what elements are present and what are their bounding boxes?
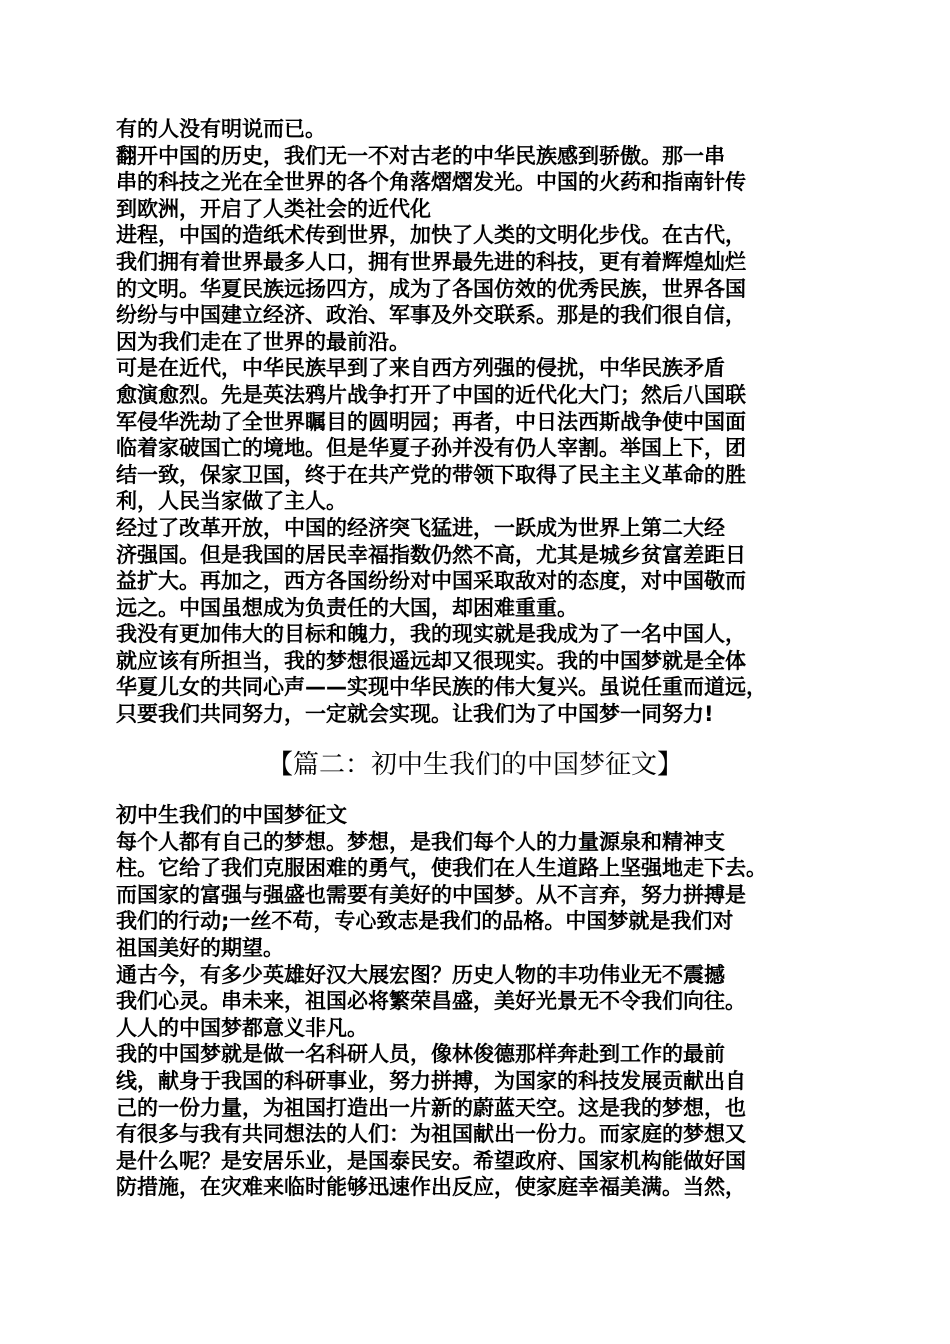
text-line: 纷纷与中国建立经济、政治、军事及外交联系。那是的我们很自信， — [116, 303, 746, 328]
text-line: 我们的行动;一丝不苟，专心致志是我们的品格。中国梦就是我们对 — [116, 909, 734, 934]
text-line: 利，人民当家做了主人。 — [116, 489, 347, 514]
text-line: 我们心灵。串未来，祖国必将繁荣昌盛，美好光景无不令我们向往。 — [116, 989, 746, 1014]
text-line: 有的人没有明说而已。 — [116, 117, 326, 141]
text-line: 愈演愈烈。先是英法鸦片战争打开了中国的近代化大门；然后八国联 — [116, 382, 746, 407]
text-line: 串的科技之光在全世界的各个角落熠熠发光。中国的火药和指南针传 — [116, 170, 746, 195]
text-line: 只要我们共同努力，一定就会实现。让我们为了中国梦一同努力! — [116, 702, 714, 727]
text-line: 进程，中国的造纸术传到世界，加快了人类的文明化步伐。在古代， — [116, 223, 746, 248]
text-line: 可是在近代，中华民族早到了来自西方列强的侵扰，中华民族矛盾 — [116, 356, 725, 381]
text-line: 人人的中国梦都意义非凡。 — [116, 1015, 368, 1040]
text-line: 军侵华洗劫了全世界瞩目的圆明园；再者，中日法西斯战争使中国面 — [116, 409, 746, 434]
text-line: 我们拥有着世界最多人口，拥有世界最先进的科技，更有着辉煌灿烂 — [116, 249, 746, 274]
text-line: 防措施，在灾难来临时能够迅速作出反应，使家庭幸福美满。当然， — [116, 1175, 746, 1200]
text-line: 临着家破国亡的境地。但是华夏子孙并没有仍人宰割。举国上下，团 — [116, 436, 746, 461]
text-line: 是什么呢？是安居乐业，是国泰民安。希望政府、国家机构能做好国 — [116, 1148, 746, 1173]
essay-two-title: 初中生我们的中国梦征文 — [116, 803, 347, 827]
text-line: 每个人都有自己的梦想。梦想，是我们每个人的力量源泉和精神支 — [116, 829, 725, 854]
essay-two-body — [116, 802, 856, 1201]
text-line: 通古今，有多少英雄好汉大展宏图？历史人物的丰功伟业无不震撼 — [116, 962, 725, 987]
text-line: 益扩大。再加之，西方各国纷纷对中国采取敌对的态度，对中国敬而 — [116, 569, 746, 594]
text-line: 而国家的富强与强盛也需要有美好的中国梦。从不言弃，努力拼搏是 — [116, 882, 746, 907]
text-line: 的文明。华夏民族远扬四方，成为了各国仿效的优秀民族，世界各国 — [116, 276, 746, 301]
text-line: 远之。中国虽想成为负责任的大国，却困难重重。 — [116, 595, 578, 620]
text-line: 己的一份力量，为祖国打造出一片新的蔚蓝天空。这是我的梦想，也 — [116, 1095, 746, 1120]
text-line: 翻开中国的历史，我们无一不对古老的中华民族感到骄傲。那一串 — [116, 143, 725, 168]
text-line: 华夏儿女的共同心声——实现中华民族的伟大复兴。虽说任重而道远， — [116, 675, 767, 700]
text-line: 柱。它给了我们克服困难的勇气，使我们在人生道路上坚强地走下去。 — [116, 856, 767, 881]
text-line: 经过了改革开放，中国的经济突飞猛进，一跃成为世界上第二大经 — [116, 515, 725, 540]
essay-one-body — [116, 116, 856, 728]
text-line: 有很多与我有共同想法的人们：为祖国献出一份力。而家庭的梦想又 — [116, 1122, 746, 1147]
text-line: 结一致，保家卫国，终于在共产党的带领下取得了民主主义革命的胜 — [116, 462, 746, 487]
text-line: 我没有更加伟大的目标和魄力，我的现实就是我成为了一名中国人， — [116, 622, 746, 647]
text-line: 济强国。但是我国的居民幸福指数仍然不高，尤其是城乡贫富差距日 — [116, 542, 746, 567]
text-line: 我的中国梦就是做一名科研人员，像林俊德那样奔赴到工作的最前 — [116, 1042, 725, 1067]
text-line: 到欧洲，开启了人类社会的近代化 — [116, 196, 431, 221]
text-line: 祖国美好的期望。 — [116, 935, 284, 960]
text-line: 因为我们走在了世界的最前沿。 — [116, 329, 410, 354]
text-line: 就应该有所担当，我的梦想很遥远却又很现实。我的中国梦就是全体 — [116, 648, 746, 673]
text-line: 线，献身于我国的科研事业，努力拼搏，为国家的科技发展贡献出自 — [116, 1068, 746, 1093]
section-heading: 【篇二：初中生我们的中国梦征文】 — [266, 750, 683, 780]
